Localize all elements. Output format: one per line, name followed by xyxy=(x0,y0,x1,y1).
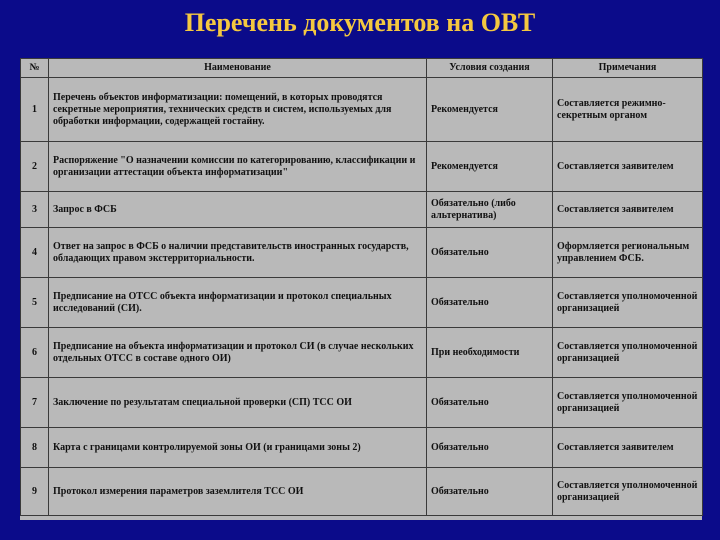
row-name: Предписание на объекта информатизации и протокол СИ (в случае нескольких отдельных ОТСС в составе одного ОИ) xyxy=(49,328,427,378)
table-row xyxy=(21,192,703,228)
documents-table xyxy=(20,58,703,516)
row-name: Перечень объектов информатизации: помещений, в которых проводятся секретные мероприятия, технических средств и систем, используемых для обработки информации, содержащей гостайну. xyxy=(49,78,427,142)
table-row xyxy=(21,142,703,192)
row-conditions: Обязательно xyxy=(427,278,553,328)
row-number: 3 xyxy=(21,192,49,228)
row-notes: Составляется заявителем xyxy=(553,192,703,228)
row-conditions: Обязательно xyxy=(427,468,553,516)
table-row xyxy=(21,378,703,428)
table-row xyxy=(21,468,703,516)
row-notes: Составляется заявителем xyxy=(553,428,703,468)
table-header-row xyxy=(21,59,703,78)
row-conditions: Рекомендуется xyxy=(427,78,553,142)
table-row xyxy=(21,328,703,378)
row-conditions: При необходимости xyxy=(427,328,553,378)
table-row xyxy=(21,228,703,278)
row-conditions: Обязательно xyxy=(427,228,553,278)
row-conditions: Обязательно xyxy=(427,428,553,468)
row-name: Заключение по результатам специальной проверки (СП) ТСС ОИ xyxy=(49,378,427,428)
row-notes: Составляется уполномоченной организацией xyxy=(553,378,703,428)
row-name: Карта с границами контролируемой зоны ОИ (и границами зоны 2) xyxy=(49,428,427,468)
header-conditions: Условия создания xyxy=(427,59,553,78)
page-title: Перечень документов на ОВТ xyxy=(184,8,536,37)
table-row xyxy=(21,78,703,142)
row-name: Распоряжение "О назначении комиссии по категорированию, классификации и организации аттестации объекта информатизации" xyxy=(49,142,427,192)
header-name: Наименование xyxy=(49,59,427,78)
row-notes: Оформляется региональным управлением ФСБ. xyxy=(553,228,703,278)
documents-table-container xyxy=(20,58,702,520)
row-number: 1 xyxy=(21,78,49,142)
table-row xyxy=(21,278,703,328)
row-number: 4 xyxy=(21,228,49,278)
header-number: № xyxy=(21,59,49,78)
row-notes: Составляется заявителем xyxy=(553,142,703,192)
row-notes: Составляется уполномоченной организацией xyxy=(553,468,703,516)
row-conditions: Рекомендуется xyxy=(427,142,553,192)
row-notes: Составляется уполномоченной организацией xyxy=(553,328,703,378)
row-name: Ответ на запрос в ФСБ о наличии представительств иностранных государств, обладающих правом экстерриториальности. xyxy=(49,228,427,278)
row-name: Запрос в ФСБ xyxy=(49,192,427,228)
row-conditions: Обязательно (либо альтернатива) xyxy=(427,192,553,228)
row-conditions: Обязательно xyxy=(427,378,553,428)
row-name: Предписание на ОТСС объекта информатизации и протокол специальных исследований (СИ). xyxy=(49,278,427,328)
row-notes: Составляется уполномоченной организацией xyxy=(553,278,703,328)
row-number: 8 xyxy=(21,428,49,468)
row-number: 7 xyxy=(21,378,49,428)
row-number: 2 xyxy=(21,142,49,192)
table-row xyxy=(21,428,703,468)
row-notes: Составляется режимно-секретным органом xyxy=(553,78,703,142)
row-name: Протокол измерения параметров заземлителя ТСС ОИ xyxy=(49,468,427,516)
row-number: 6 xyxy=(21,328,49,378)
row-number: 9 xyxy=(21,468,49,516)
header-notes: Примечания xyxy=(553,59,703,78)
row-number: 5 xyxy=(21,278,49,328)
